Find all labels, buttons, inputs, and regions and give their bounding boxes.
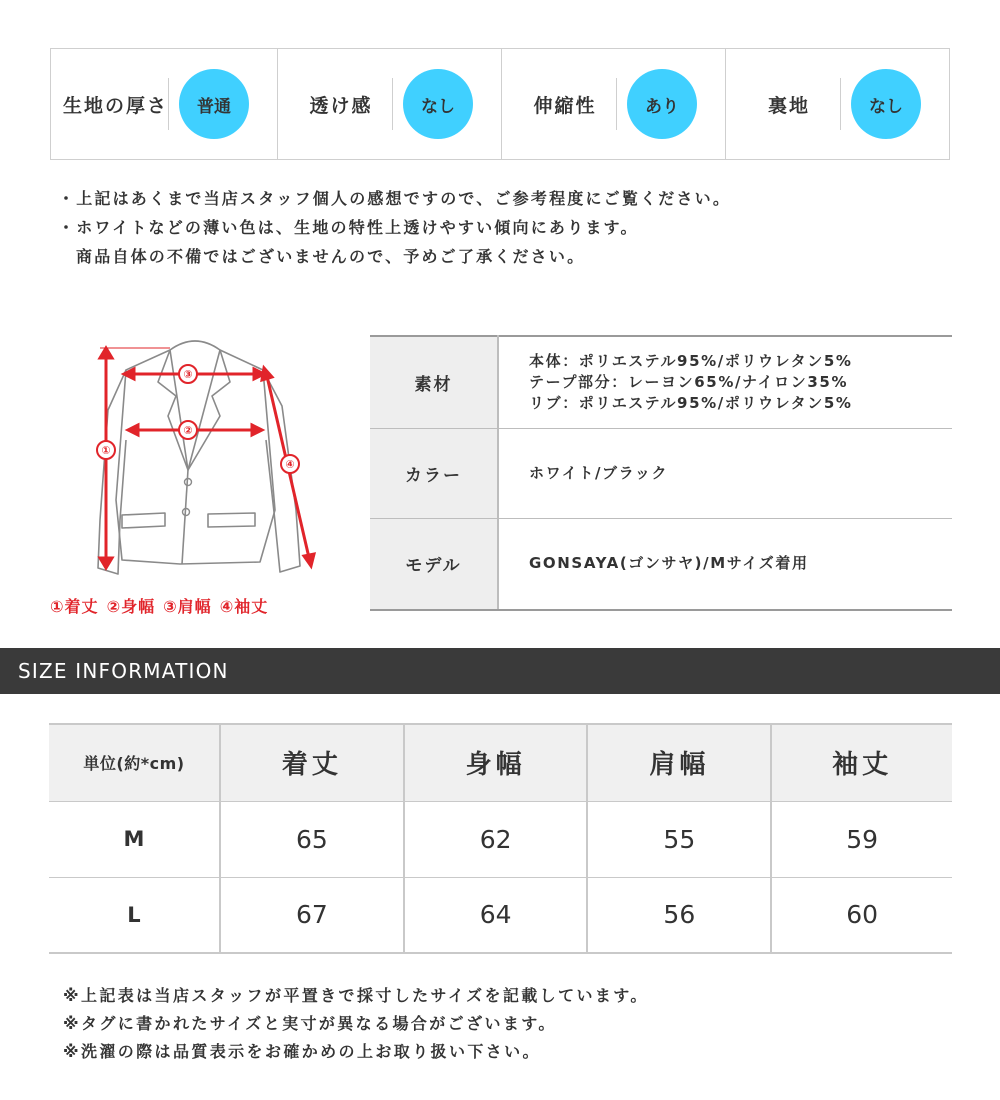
- footnote-line: ※タグに書かれたサイズと実寸が異なる場合がございます。: [63, 1014, 557, 1033]
- footnote-line: ※洗濯の際は品質表示をお確かめの上お取り扱い下さい。: [63, 1042, 541, 1061]
- jacket-illustration: [50, 330, 340, 590]
- attr-label: 伸縮性: [533, 94, 597, 117]
- column-header: 袖丈: [771, 724, 952, 801]
- marker-3: ③: [183, 368, 193, 381]
- attr-label: 透け感: [309, 94, 373, 117]
- spec-key: 素材: [370, 336, 498, 428]
- size-value: 67: [220, 877, 404, 953]
- attr-badge: なし: [403, 69, 473, 139]
- spec-value: [498, 336, 952, 428]
- attr-badge: 普通: [179, 69, 249, 139]
- column-header: 着丈: [220, 724, 404, 801]
- size-value: 60: [771, 877, 952, 953]
- note-line: 商品自体の不備ではございませんので、予めご了承ください。: [76, 247, 586, 266]
- spec-value: ホワイト/ブラック: [498, 428, 952, 518]
- size-value: 64: [404, 877, 588, 953]
- marker-4: ④: [285, 458, 295, 471]
- spec-key: モデル: [370, 518, 498, 610]
- table-row: [49, 801, 952, 877]
- spec-table: [370, 335, 952, 611]
- spec-row-material: [370, 336, 952, 428]
- jacket-diagram: [50, 330, 340, 625]
- footnotes: [63, 982, 649, 1066]
- note-line: ・ホワイトなどの薄い色は、生地の特性上透けやすい傾向にあります。: [58, 218, 639, 237]
- legend-shoulder: ③肩幅: [163, 597, 212, 616]
- material-line: テープ部分：レーヨン65%/ナイロン35%: [529, 372, 849, 391]
- spec-key: カラー: [370, 428, 498, 518]
- size-value: 62: [404, 801, 588, 877]
- spec-row-color: [370, 428, 952, 518]
- diagram-legend: [50, 594, 340, 617]
- size-label: M: [49, 801, 220, 877]
- spec-value: GONSAYA(ゴンサヤ)/Mサイズ着用: [498, 518, 952, 610]
- size-value: 55: [587, 801, 771, 877]
- marker-2: ②: [183, 424, 193, 437]
- size-info-header: SIZE INFORMATION: [0, 648, 1000, 694]
- attr-thickness: [51, 49, 278, 159]
- fabric-attributes: [50, 48, 950, 160]
- attr-badge: なし: [851, 69, 921, 139]
- size-value: 65: [220, 801, 404, 877]
- material-line: 本体：ポリエステル95%/ポリウレタン5%: [529, 351, 853, 370]
- unit-label: 単位(約*cm): [49, 724, 220, 801]
- size-label: L: [49, 877, 220, 953]
- size-table: [49, 723, 952, 954]
- material-line: リブ：ポリエステル95%/ポリウレタン5%: [529, 393, 853, 412]
- marker-1: ①: [101, 444, 111, 457]
- attr-label: 裏地: [768, 94, 811, 117]
- column-header: 身幅: [404, 724, 588, 801]
- size-value: 59: [771, 801, 952, 877]
- footnote-line: ※上記表は当店スタッフが平置きで採寸したサイズを記載しています。: [63, 986, 649, 1005]
- note-line: ・上記はあくまで当店スタッフ個人の感想ですので、ご参考程度にご覧ください。: [58, 189, 732, 208]
- attr-label: 生地の厚さ: [63, 94, 169, 117]
- column-header: 肩幅: [587, 724, 771, 801]
- notes: [58, 184, 731, 271]
- legend-sleeve: ④袖丈: [219, 597, 269, 616]
- size-table-header: [49, 724, 952, 801]
- table-row: [49, 877, 952, 953]
- size-value: 56: [587, 877, 771, 953]
- legend-length: ①着丈: [50, 597, 99, 616]
- attr-lining: [726, 49, 949, 159]
- legend-width: ②身幅: [106, 597, 156, 616]
- attr-sheerness: [278, 49, 502, 159]
- spec-row-model: [370, 518, 952, 610]
- attr-badge: あり: [627, 69, 697, 139]
- attr-stretch: [502, 49, 726, 159]
